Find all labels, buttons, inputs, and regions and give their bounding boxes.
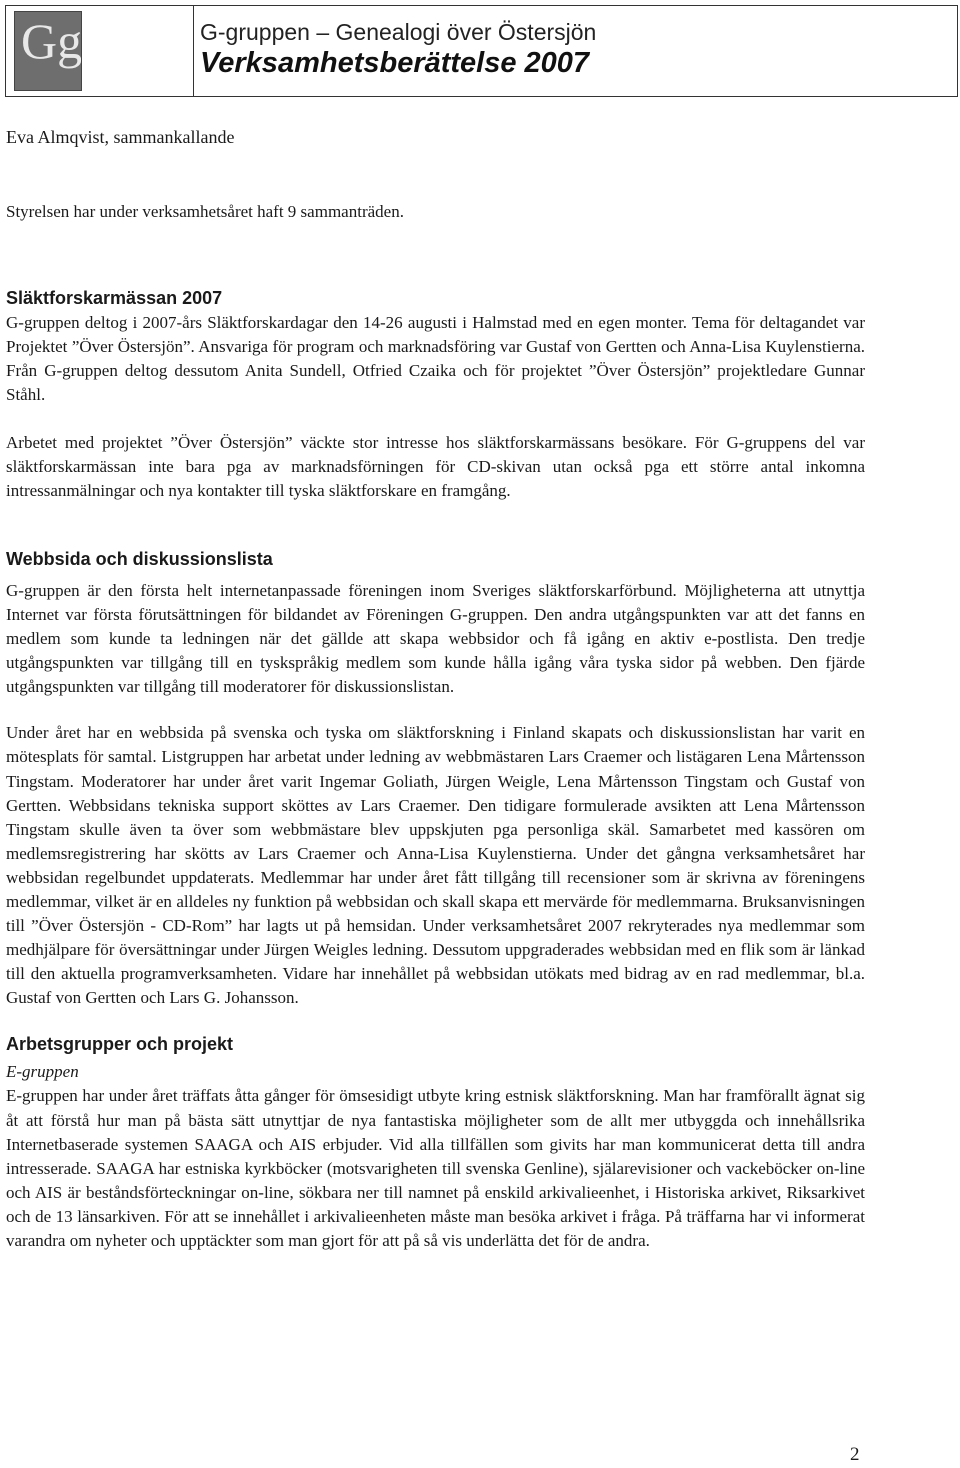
section1-paragraph-1: G-gruppen deltog i 2007-års Släktforskardagar den 14-26 augusti i Halmstad med en egen monter. Tema för deltagandet var Projektet ”Över Östersjön”. Ansvariga för program och marknadsföring var Gustaf von Gertten och Anna-Lisa Kuylenstierna. Från G-gruppen deltog dessutom Anita Sundell, Otfried Czaika och för projektet ”Över Östersjön” projektledare Gunnar Ståhl. (6, 313, 865, 405)
document-body (6, 112, 865, 1253)
logo-cell (6, 6, 194, 96)
section2-paragraph-2: Under året har en webbsida på svenska och tyska om släktforskning i Finland skapats och diskussionslistan har varit en mötesplats för samtal. Listgruppen har arbetat under ledning av webbmästaren Lars Craemer och listägaren Lena Mårtensson Tingstam. Moderatorer har under året varit Ingemar Goliath, Jürgen Weigle, Lena Mårtensson Tingstam och Gustaf von Gertten. Webbsidans tekniska support sköttes av Lars Craemer. Den tidigare formulerade avsikten att Lena Mårtensson Tingstam skulle även ta över som webbmästare blev uppskjuten pga personliga skäl. Samarbetet med kassören om medlemsregistrering har skötts av Lars Craemer och Anna-Lisa Kuylenstierna. Under det gångna verksamhetsåret har webbsidan regelbundet uppdaterats. Medlemmar har under året fått tillgång till recensioner som är skrivna av föreningens medlemmar, vilket är en alldeles ny funktion på webbsidan och skall skapa ett mervärde för medlemmarna. Bruksanvisningen till ”Över Östersjön - CD-Rom” har lagts ut på hemsidan. Under verksamhetsåret 2007 rekryterades nya medlemmar som medhjälpare för översättningar under Jürgen Weigles ledning. Dessutom uppgraderades webbsidan med en flik som är länkad till den aktuella programverksamheten. Vidare har innehållet på webbsidan utökats med bidrag av en rad medlemmar, bl.a. Gustaf von Gertten och Lars G. Johansson. (6, 723, 865, 1008)
meetings-line: Styrelsen har under verksamhetsåret haft 9 sammanträden. (6, 202, 404, 222)
page-header (5, 5, 958, 97)
title-cell (194, 6, 957, 96)
section-heading-arbetsgrupper: Arbetsgrupper och projekt (6, 1034, 234, 1055)
section3-paragraph-1: E-gruppen har under året träffats åtta gånger för ömsesidigt utbyte kring estnisk släktforskning. Man har framförallt ägnat sig åt att förstå hur man på bästa sätt utnyttjar de nya fantastiska möjligheter som de allt mer utbyggda och innehållsrika Internetbaserade systemen SAAGA och AIS erbjuder. Vid alla tillfällen som givits har man kommunicerat detta till andra intresserade. SAAGA har estniska kyrkböcker (motsvarigheten till svenska Genline), själarevisioner och vackeböcker on-line och AIS är beståndsförteckningar on-line, sökbara ner till namnet på enskild arkivalieenhet, i Historiska arkivet, Riksarkivet och de 13 länsarkiven. För att se innehållet i arkivalieenheten måste man besöka arkivet i fråga. På träffarna har vi informerat varandra om nyheter och upptäckter som man gjort för att på så vis underlätta det för de andra. (6, 1086, 865, 1250)
section2-paragraph-1: G-gruppen är den första helt internetanpassade föreningen inom Sveriges släktforskarförbund. Möjligheterna att utnyttja Internet var första förutsättningen för bildandet av Föreningen G-gruppen. Den andra utgångspunkten var att det fanns en medlem som kunde ta ledningen när det gällde att skapa webbsidor och få igång en aktiv e-postlista. Den tredje utgångspunkten var tillgång till en tyskspråkig medlem som kunde hålla igång våra tyska sidor på webben. Den fjärde utgångspunkten var tillgång till moderatorer för diskussionslistan. (6, 580, 865, 697)
page-number: 2 (850, 1444, 860, 1465)
section-heading-webbsida: Webbsida och diskussionslista (6, 548, 273, 569)
g-gruppen-logo (14, 11, 82, 91)
header-report-title: Verksamhetsberättelse 2007 (200, 47, 590, 79)
subheading-e-gruppen: E-gruppen (6, 1062, 79, 1082)
gg-monogram-icon (15, 12, 81, 90)
header-org-title: G-gruppen – Genealogi över Östersjön (200, 19, 597, 45)
svg-text:Gg: Gg (21, 13, 81, 69)
convener-line: Eva Almqvist, sammankallande (6, 127, 235, 147)
section-heading-slaktforskarmassan: Släktforskarmässan 2007 (6, 288, 223, 309)
section1-paragraph-2: Arbetet med projektet ”Över Östersjön” väckte stor intresse hos släktforskarmässans besökare. För G-gruppens del var släktforskarmässan inte bara pga av marknadsförningen för CD-skivan utan också pga ett större antal inkomna intressanmälningar och nya kontakter till tyska släktforskare en framgång. (6, 432, 865, 500)
